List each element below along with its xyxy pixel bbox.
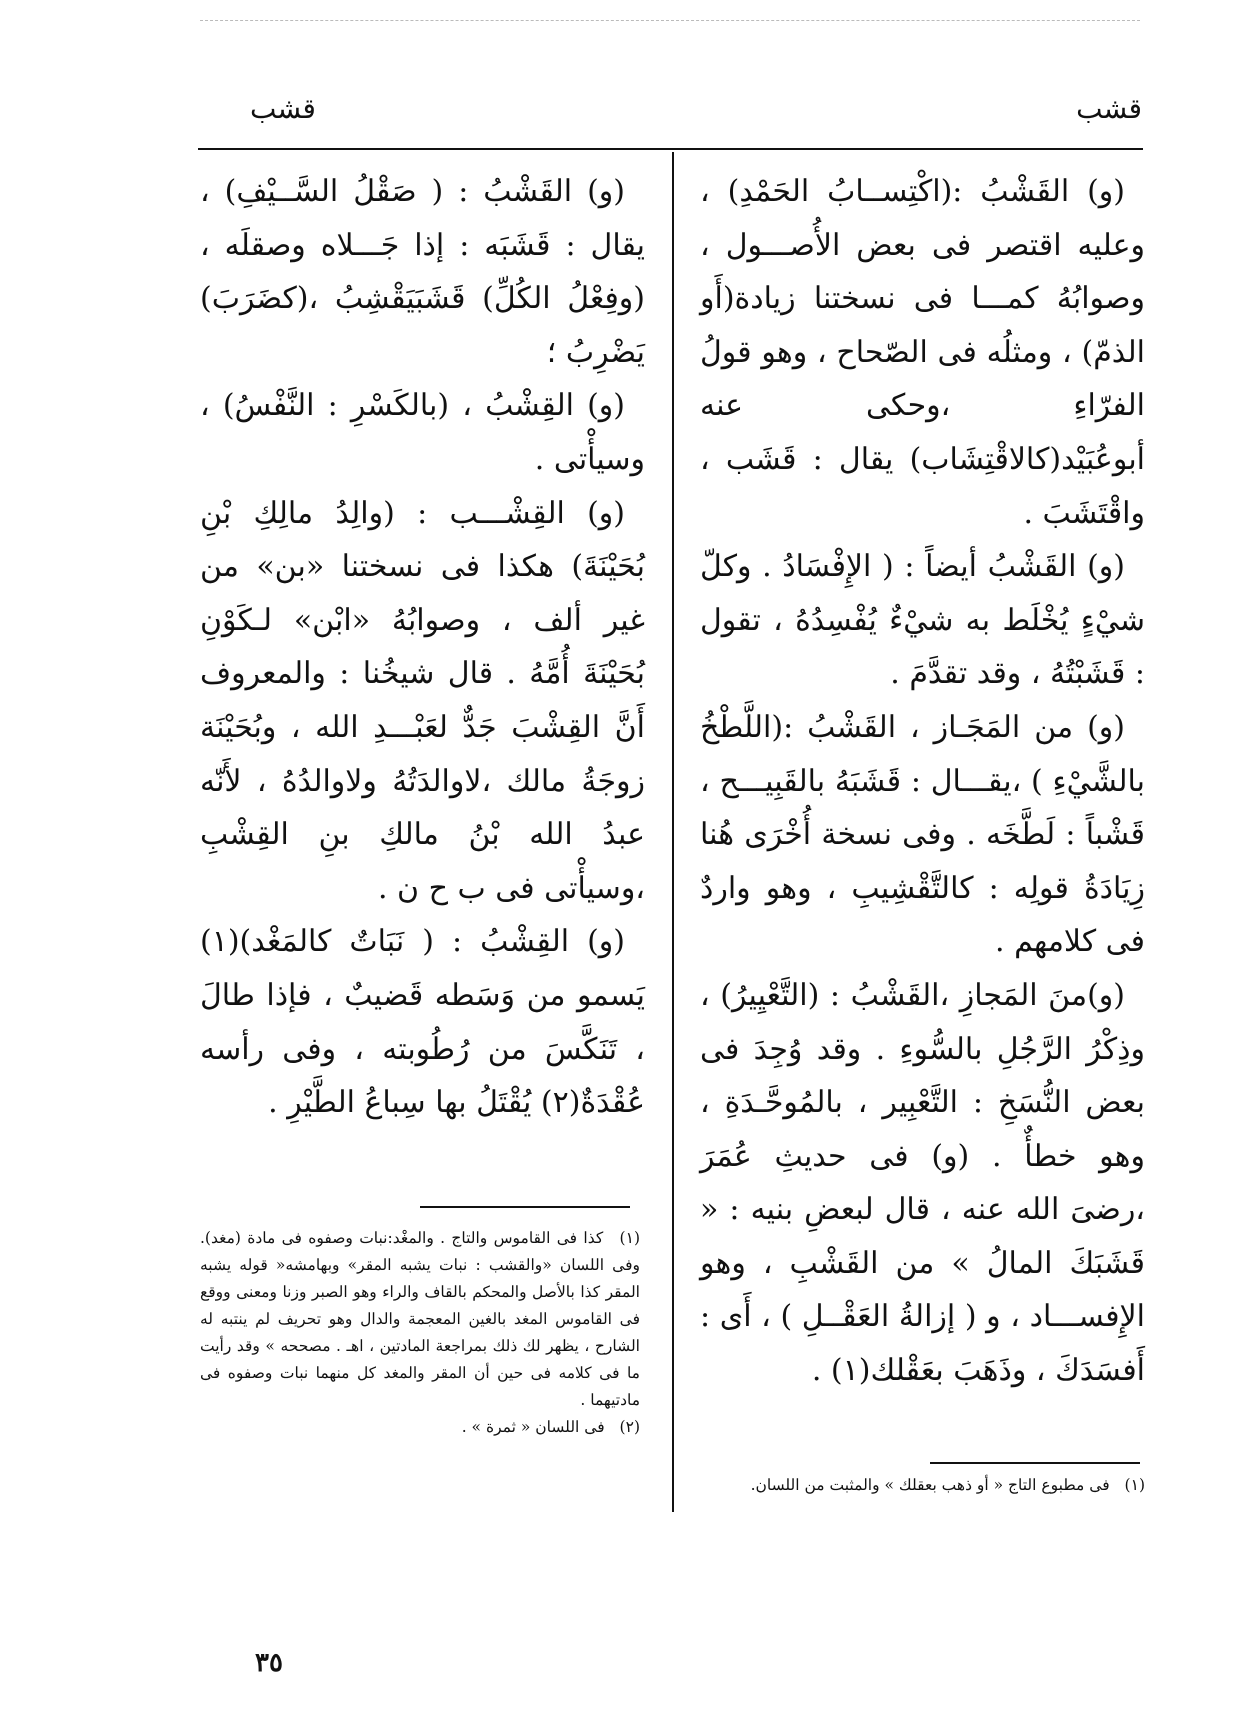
entry-paragraph: (و) القَشْبُ أيضاً : ( الإِفْسَادُ . وكلّ شيْءٍ يُخْلَط به شيْءٌ يُفْسِدُهُ ، تقول : قَشَبْتُهُ ، وقد تقدَّمَ . <box>700 549 1145 692</box>
header-rule <box>198 148 1143 150</box>
entry-paragraph: (و) القَشْبُ :(اكْتِســابُ الحَمْدِ) ، وعليه اقتصر فى بعض الأُصـــول ، وصوابُهُ كمـــا فى نسختنا زيادة(أَو الذمّ) ، ومثلُه فى الصّحاح ، وهو قولُ الفرّاءِ ،وحكى عنه أبوعُبَيْد(كالاقْتِشَاب) يقال : قَشَب ، واقْتَشَبَ . <box>700 174 1145 531</box>
footnote-text: كذا فى القاموس والتاج . والمغْد:نبات وصفوه فى مادة (مغد). وفى اللسان «والقشب : نبات يشبه المقر» وبهامشه« قوله يشبه المقر كذا بالأصل والمحكم بالقاف والراء وهو الصبر وزنا ومعنى ووقع فى القاموس المغد بالغين المعجمة والدال وهو تحريف لم ينتبه له الشارح ، يظهر لك ذلك بمراجعة المادتين ، اهـ . مصححه » وقد رأيت ما فى كلامه فى حين أن المقر والمغد كل منهما نبات وصفوه فى مادتيهما . <box>200 1229 640 1409</box>
running-head-right: قشب <box>1076 92 1142 125</box>
footnote <box>700 1472 1145 1499</box>
entry-paragraph: (و) من المَجَـاز ، القَشْبُ :(اللَّطْخُ بالشَّيْءِ ) ،يقـــال : قَشَبَهُ بالقَبِيـــح ، قَشْباً : لَطَّخَه . وفى نسخة أُخْرَى هُنا زِيَادَةُ قولِه : كالتَّقْشِيبِ ، وهو واردٌ فى كلامهم . <box>700 709 1145 960</box>
entry-paragraph: (و) القَشْبُ : ( صَقْلُ السَّــيْفِ) ، يقال : قَشَبَه : إذا جَـــلاه وصقلَه ، (وفِعْلُ الكُلِّ) قَشَبَيَقْشِبُ ،(كضَرَبَ) يَضْرِبُ ؛ <box>200 174 645 370</box>
footnote-rule-right <box>930 1462 1140 1464</box>
page-number: ٣٥ <box>255 1648 283 1678</box>
scan-artifact <box>200 20 1140 21</box>
footnote-rule-left <box>420 1206 630 1208</box>
running-head-left: قشب <box>250 92 316 125</box>
footnote-number: (١) <box>619 1229 640 1247</box>
footnotes-left <box>200 1225 640 1441</box>
column-divider <box>672 152 674 1512</box>
footnote <box>200 1225 640 1414</box>
entry-paragraph: (و)منَ المَجازِ ،القَشْبُ : (التَّعْيِيرُ) ، وذِكْرُ الرَّجُلِ بالسُّوءِ . وقد وُجِدَ فى بعض النُّسَخِ : التَّعْبِير ، بالمُوحَّـدَةِ ، وهو خطأٌ . (و) فى حديثِ عُمَرَ ،رضىَ الله عنه ، قال لبعضِ بنيه : « قَشَبَكَ المالُ » من القَشْبِ ، وهو الإِفســـاد ، و ( إزالةُ العَقْــلِ ) ، أَى : أَفسَدَكَ ، وذَهَبَ بعَقْلك(١) . <box>700 977 1145 1389</box>
entry-paragraph: (و) القِشْبُ : ( نَبَاتٌ كالمَغْد)(١) يَسمو من وَسَطه قَضيبٌ ، فإذا طالَ ، تَنَكَّسَ من رُطُوبته ، وفى رأسه عُقْدَةٌ(٢) يُقْتَلُ بها سِباعُ الطَّيْرِ . <box>200 924 645 1121</box>
entry-paragraph: (و) القِشْبُ ، (بالكَسْرِ : النَّفْسُ) ، وسيأْتى . <box>200 388 645 477</box>
footnote-text: فى مطبوع التاج « أو ذهب بعقلك » والمثبت من اللسان. <box>750 1476 1110 1494</box>
footnote-text: فى اللسان « ثمرة » . <box>461 1418 605 1436</box>
footnote-number: (٢) <box>619 1418 640 1436</box>
footnote-number: (١) <box>1124 1476 1145 1494</box>
right-column <box>700 165 1145 1398</box>
footnotes-right <box>700 1472 1145 1499</box>
entry-paragraph: (و) القِشْـــب : (والِدُ مالِكِ بْنِ بُحَيْنَةَ) هكذا فى نسختنا «بن» من غير ألف ، وصوابُهُ «ابْن» لـكَوْنِ بُحَيْنَةَ أُمَّهُ . قال شيخُنا : والمعروف أَنَّ القِشْبَ جَدٌّ لعَبْـــدِ الله ، وبُحَيْنَة زوجَةُ مالك ،لاوالدَتُهُ ولاوالدُهُ ، لأَنّه عبدُ الله بْنُ مالكِ بنِ القِشْبِ ،وسيأْتى فى ب ح ن . <box>200 495 645 906</box>
footnote <box>200 1414 640 1441</box>
left-column <box>200 165 645 1130</box>
